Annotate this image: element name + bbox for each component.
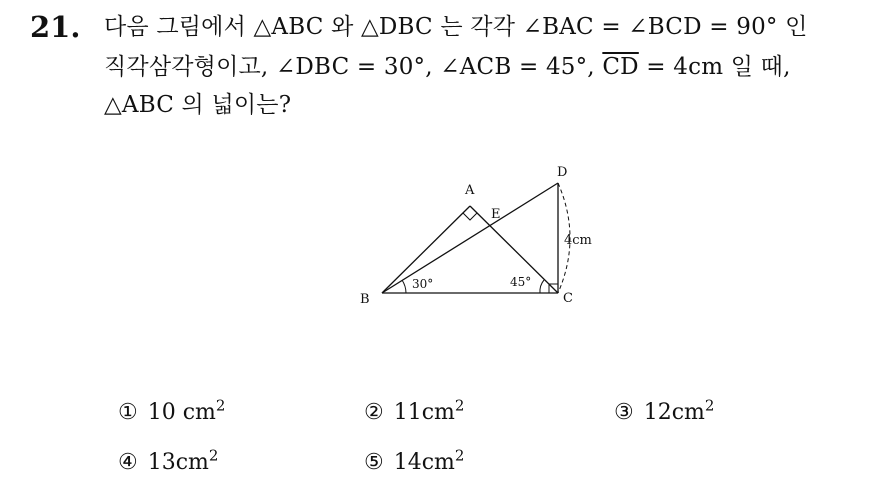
choice-3[interactable] [614, 398, 714, 428]
triangle-figure [350, 158, 610, 318]
choice-1-mark: ① [118, 400, 138, 425]
question-line-3: △ABC 의 넓이는? [104, 92, 292, 118]
choice-1-exponent: 2 [215, 396, 226, 415]
label-e: E [491, 207, 501, 222]
choice-2[interactable] [364, 398, 464, 428]
question-line-2 [104, 52, 791, 82]
choice-4[interactable] [118, 448, 218, 478]
segment-cd-overline: $\overline{CD}$ [602, 54, 639, 80]
question-line-2-start: 직각삼각형이고, ∠DBC = 30°, ∠ACB = 45°, [104, 54, 603, 80]
choice-5-mark: ⑤ [364, 450, 384, 475]
triangle-diagram [350, 158, 610, 318]
label-d: D [557, 165, 568, 180]
segment-bd [382, 183, 558, 293]
choice-4-mark: ④ [118, 450, 138, 475]
label-angle-b: 30° [412, 277, 434, 291]
choice-2-value: 11cm [393, 400, 455, 425]
label-c: C [563, 291, 573, 306]
label-angle-c: 45° [510, 275, 532, 289]
label-b: B [360, 292, 370, 307]
label-a: A [465, 183, 475, 198]
label-side-cd: 4cm [564, 233, 592, 248]
question-number: 21. [30, 10, 81, 44]
choice-3-value: 12cm [643, 400, 705, 425]
choice-3-exponent: 2 [704, 396, 715, 415]
choice-5-value: 14cm [393, 450, 455, 475]
right-angle-mark-a [463, 213, 477, 220]
choice-4-value: 13cm [147, 450, 209, 475]
choice-5-exponent: 2 [454, 446, 465, 465]
choice-5[interactable] [364, 448, 464, 478]
angle-arc-c [540, 280, 544, 293]
choice-4-exponent: 2 [208, 446, 219, 465]
question-line-2-end: = 4cm 일 때, [638, 54, 791, 80]
angle-arc-b [402, 280, 406, 293]
question-line-1: 다음 그림에서 △ABC 와 △DBC 는 각각 ∠BAC = ∠BCD = 90° 인 [104, 14, 808, 40]
choice-3-mark: ③ [614, 400, 634, 425]
choice-2-exponent: 2 [454, 396, 465, 415]
choice-2-mark: ② [364, 400, 384, 425]
choice-1[interactable] [118, 398, 225, 428]
choice-1-value: 10 cm [147, 400, 216, 425]
